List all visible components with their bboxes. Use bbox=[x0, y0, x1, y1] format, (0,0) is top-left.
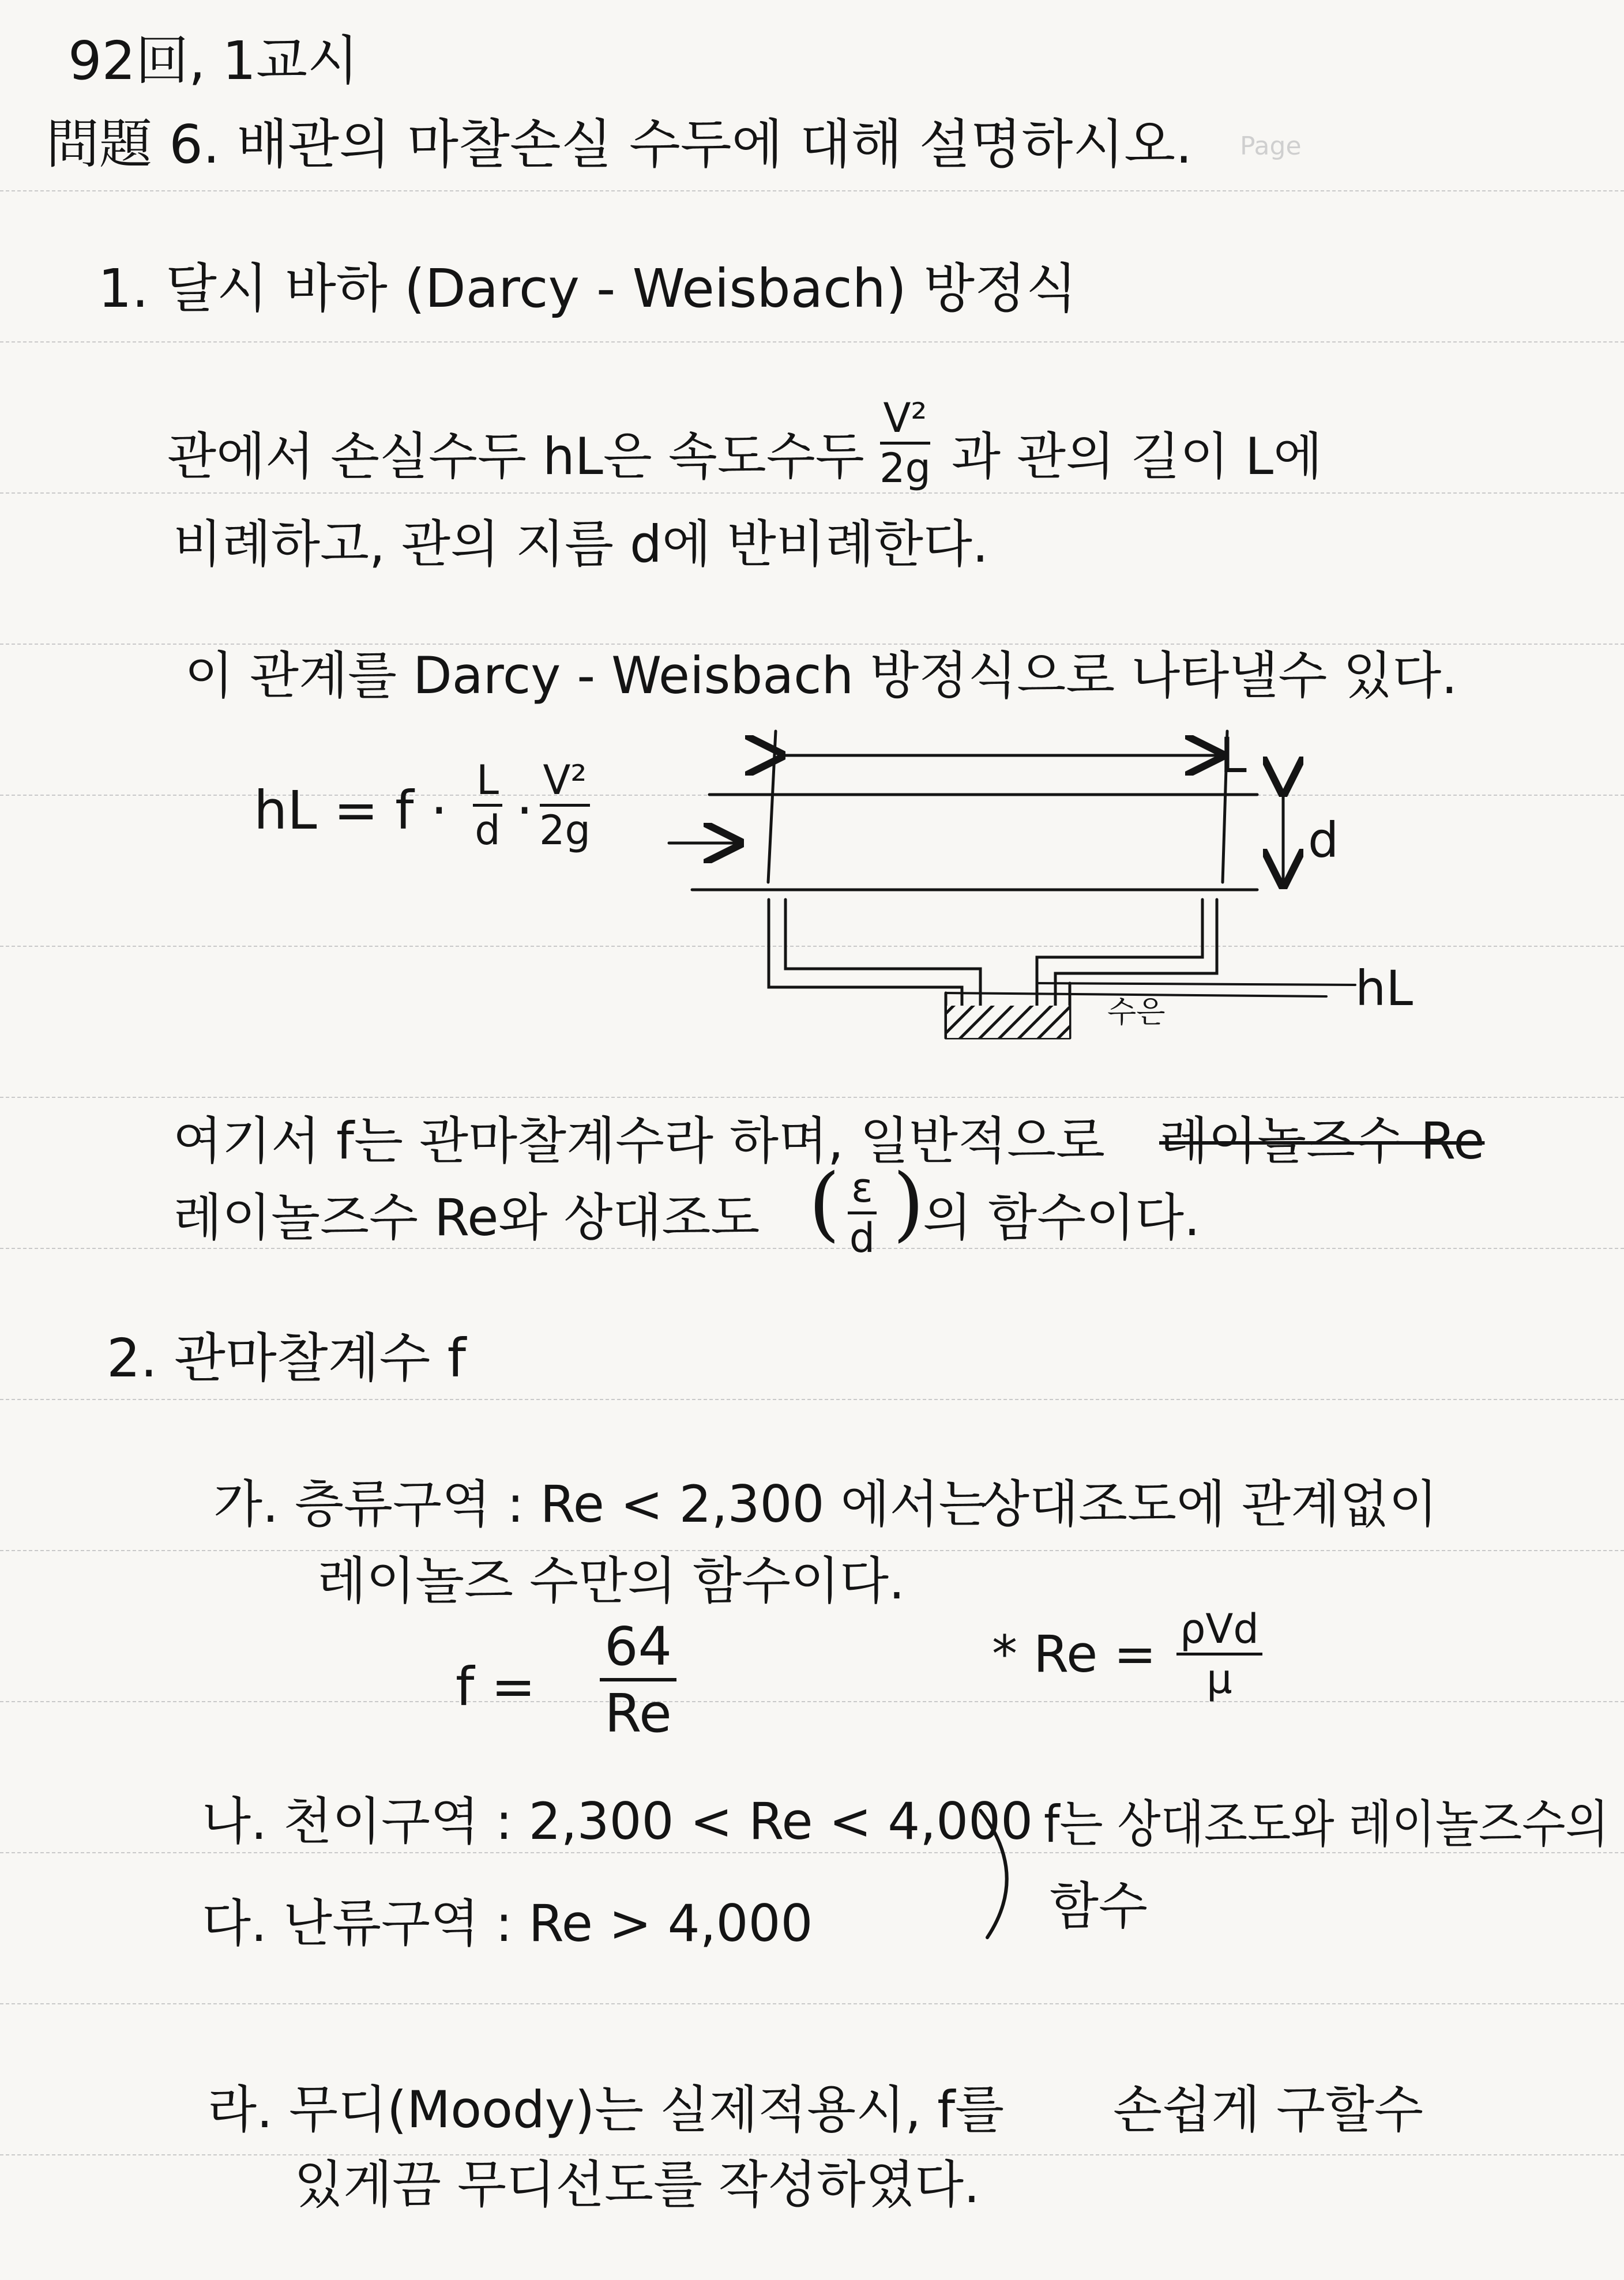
friction-laminar-num: 64 bbox=[600, 1620, 676, 1681]
session-label: 92回, 1교시 bbox=[68, 30, 359, 92]
formula-lhs: hL = f · bbox=[254, 780, 448, 841]
velocity-head-num: V² bbox=[880, 398, 931, 445]
formula-frac2-den: 2g bbox=[539, 807, 591, 854]
p3-line2-part-b: 의 함수이다. bbox=[923, 1188, 1200, 1247]
p1-line1-part-a: 관에서 손실수두 hL은 속도수두 bbox=[167, 427, 864, 486]
formula-frac1-num: L bbox=[473, 760, 502, 807]
formula-dot: · bbox=[516, 780, 533, 841]
moody-line2: 있게끔 무디선도를 작성하였다. bbox=[294, 2155, 980, 2214]
relative-roughness-num: ε bbox=[848, 1168, 877, 1214]
reynolds-num: ρVd bbox=[1176, 1609, 1262, 1656]
reynolds-formula-lhs: * Re = bbox=[992, 1624, 1157, 1684]
friction-laminar-den: Re bbox=[604, 1683, 672, 1744]
question-title: 問題 6. 배관의 마찰손실 수두에 대해 설명하시오. bbox=[46, 114, 1193, 175]
laminar-line1-part-a: 가. 층류구역 : Re < 2,300 에서는 bbox=[213, 1474, 988, 1534]
page-watermark: Page bbox=[1240, 131, 1302, 161]
p3-line1-struck: 레이놀즈수 Re bbox=[1159, 1111, 1485, 1171]
velocity-head-den: 2g bbox=[879, 445, 931, 492]
paren-close: ) bbox=[893, 1157, 924, 1251]
p3-line1-part-a: 여기서 f는 관마찰계수라 하며, 일반적으로 bbox=[173, 1111, 1105, 1171]
section2-heading: 2. 관마찰계수 f bbox=[107, 1327, 467, 1389]
bracket-note-line1: f는 상대조도와 레이놀즈수의 bbox=[1044, 1794, 1609, 1854]
laminar-line1-part-b: 상대조도에 관계없이 bbox=[980, 1474, 1438, 1534]
relative-roughness-den: d bbox=[849, 1214, 875, 1262]
formula-frac1-den: d bbox=[475, 807, 501, 854]
p3-line2-part-a: 레이놀즈수 Re와 상대조도 bbox=[173, 1188, 760, 1247]
formula-frac2-num: V² bbox=[540, 760, 591, 807]
diagram-label-manometer: 수은 bbox=[1107, 995, 1166, 1030]
bracket-note-line2: 함수 bbox=[1050, 1876, 1148, 1936]
laminar-line2: 레이놀즈 수만의 함수이다. bbox=[317, 1551, 905, 1611]
section1-heading: 1. 달시 바하 (Darcy - Weisbach) 방정식 bbox=[98, 258, 1077, 319]
reynolds-den: μ bbox=[1206, 1656, 1232, 1703]
p1-line2: 비례하고, 관의 지름 d에 반비례한다. bbox=[173, 514, 988, 574]
p2-text: 이 관계를 Darcy - Weisbach 방정식으로 나타낼수 있다. bbox=[185, 646, 1458, 705]
paren-open: ( bbox=[809, 1157, 840, 1251]
diagram-label-length: L bbox=[1220, 727, 1247, 784]
diagram-label-head-loss: hL bbox=[1355, 960, 1414, 1017]
turbulent-zone-line: 다. 난류구역 : Re > 4,000 bbox=[202, 1894, 813, 1953]
transition-zone-line: 나. 천이구역 : 2,300 < Re < 4,000 bbox=[202, 1792, 1033, 1851]
diagram-label-diameter: d bbox=[1308, 812, 1339, 868]
friction-formula-lhs: f = bbox=[456, 1656, 536, 1718]
moody-line1-part-b: 손쉽게 구할수 bbox=[1113, 2080, 1424, 2139]
p1-line1-part-b: 과 관의 길이 L에 bbox=[952, 427, 1322, 486]
moody-line1-part-a: 라. 무디(Moody)는 실제적용시, f를 bbox=[208, 2080, 1005, 2139]
